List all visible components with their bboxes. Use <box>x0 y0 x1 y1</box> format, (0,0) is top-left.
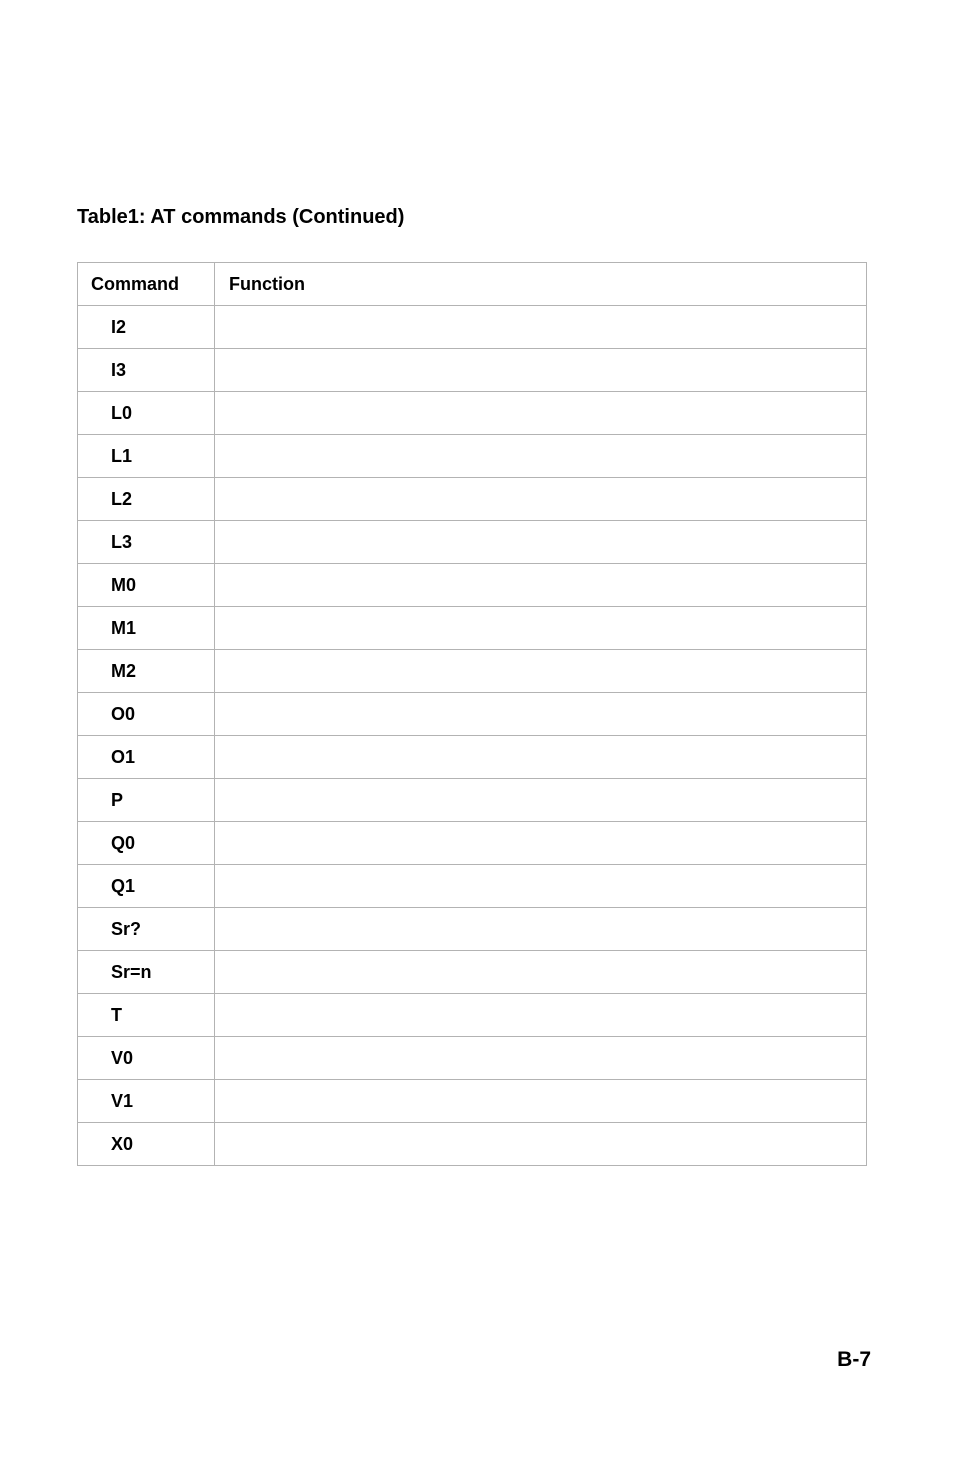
table-row <box>78 736 867 779</box>
command-cell: V1 <box>78 1080 215 1123</box>
page-number: B-7 <box>837 1348 871 1371</box>
table-row <box>78 994 867 1037</box>
table-row <box>78 908 867 951</box>
function-cell <box>215 349 867 392</box>
command-cell: P <box>78 779 215 822</box>
function-cell <box>215 564 867 607</box>
function-cell <box>215 521 867 564</box>
command-cell: Sr=n <box>78 951 215 994</box>
table-title: Table1: AT commands (Continued) <box>77 206 405 228</box>
command-cell: O1 <box>78 736 215 779</box>
command-cell: M0 <box>78 564 215 607</box>
table-header-row <box>78 263 867 306</box>
function-cell <box>215 1037 867 1080</box>
command-cell: L3 <box>78 521 215 564</box>
table-row <box>78 650 867 693</box>
table-row <box>78 435 867 478</box>
function-cell <box>215 865 867 908</box>
header-function: Function <box>215 263 867 306</box>
command-cell: T <box>78 994 215 1037</box>
command-cell: L1 <box>78 435 215 478</box>
command-cell: I3 <box>78 349 215 392</box>
table-row <box>78 693 867 736</box>
table-row <box>78 865 867 908</box>
command-cell: L0 <box>78 392 215 435</box>
function-cell <box>215 650 867 693</box>
function-cell <box>215 693 867 736</box>
command-cell: V0 <box>78 1037 215 1080</box>
function-cell <box>215 1080 867 1123</box>
table-row <box>78 478 867 521</box>
command-cell: Q0 <box>78 822 215 865</box>
table-row <box>78 306 867 349</box>
table-row <box>78 564 867 607</box>
table-row <box>78 779 867 822</box>
function-cell <box>215 736 867 779</box>
command-cell: O0 <box>78 693 215 736</box>
command-cell: Q1 <box>78 865 215 908</box>
function-cell <box>215 306 867 349</box>
command-cell: Sr? <box>78 908 215 951</box>
function-cell <box>215 478 867 521</box>
function-cell <box>215 779 867 822</box>
function-cell <box>215 994 867 1037</box>
function-cell <box>215 607 867 650</box>
function-cell <box>215 908 867 951</box>
function-cell <box>215 822 867 865</box>
table-row <box>78 349 867 392</box>
table-row <box>78 1123 867 1166</box>
function-cell <box>215 435 867 478</box>
table-row <box>78 392 867 435</box>
command-cell: M1 <box>78 607 215 650</box>
command-cell: I2 <box>78 306 215 349</box>
table-row <box>78 607 867 650</box>
table-row <box>78 1080 867 1123</box>
table-row <box>78 1037 867 1080</box>
command-cell: L2 <box>78 478 215 521</box>
table-row <box>78 951 867 994</box>
command-cell: M2 <box>78 650 215 693</box>
table-row <box>78 822 867 865</box>
at-commands-table <box>77 262 867 1166</box>
header-command: Command <box>78 263 215 306</box>
function-cell <box>215 392 867 435</box>
table-row <box>78 521 867 564</box>
command-cell: X0 <box>78 1123 215 1166</box>
function-cell <box>215 951 867 994</box>
function-cell <box>215 1123 867 1166</box>
